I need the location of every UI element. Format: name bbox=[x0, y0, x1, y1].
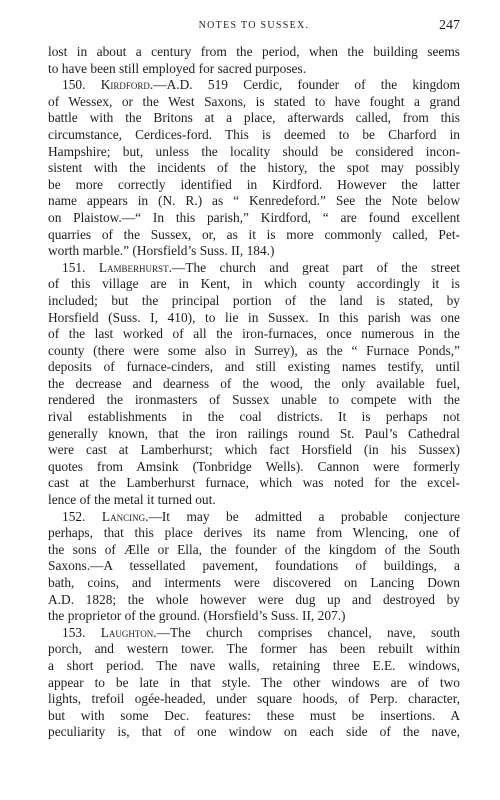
text-line bbox=[48, 227, 460, 244]
text-line bbox=[48, 376, 460, 393]
line-text: lights, trefoil ogée-headed, under square hoods, of Perp. character, bbox=[48, 691, 460, 707]
note-first-line bbox=[48, 509, 460, 526]
text-line bbox=[48, 724, 460, 741]
line-text: —The church and great part of the street bbox=[171, 259, 460, 275]
line-text: a short period. The nave walls, retaining three E.E. windows, bbox=[48, 657, 460, 673]
text-line bbox=[48, 708, 460, 725]
line-text: of the last worked of all the iron-furnaces, once numerous in the bbox=[48, 326, 460, 342]
text-line bbox=[48, 459, 460, 476]
line-text: lost in about a century from the period, when the building seems bbox=[48, 44, 460, 59]
note-number: 150. bbox=[62, 77, 86, 93]
text-line bbox=[48, 160, 460, 177]
text-line bbox=[48, 177, 460, 194]
line-text: Saxons.—A tessellated pavement, foundations of buildings, a bbox=[48, 558, 460, 574]
line-text: —The church comprises chancel, nave, south bbox=[156, 624, 460, 640]
text-line bbox=[48, 675, 460, 692]
text-line bbox=[48, 409, 460, 426]
line-text: deposits of furnace-cinders, and still existing names testify, until bbox=[48, 359, 460, 375]
note-number: 153. bbox=[62, 624, 86, 640]
text-line bbox=[48, 310, 460, 327]
text-line bbox=[48, 127, 460, 144]
line-text: rival establishments in the coal districts. It is perhaps not bbox=[48, 409, 460, 425]
text-line bbox=[48, 359, 460, 376]
note-first-line bbox=[48, 77, 460, 94]
line-text: the sons of Ælle or Ella, the founder of the kingdom of the South bbox=[48, 541, 460, 557]
text-line bbox=[48, 658, 460, 675]
line-text: lence of the metal it turned out. bbox=[48, 492, 216, 508]
note-number: 152. bbox=[62, 508, 86, 524]
text-line bbox=[48, 426, 460, 443]
line-text: rendered the ironmasters of Sussex unable to compete with the bbox=[48, 392, 460, 408]
line-text: A.D. 1828; the whole however were dug up and destroyed by bbox=[48, 591, 460, 607]
text-line bbox=[48, 326, 460, 343]
line-text: —A.D. 519 Cerdic, founder of the kingdom bbox=[153, 77, 460, 93]
line-text: were cast at Lamberhurst; which fact Horsfield (in his Sussex) bbox=[48, 442, 460, 458]
line-text: bath, coins, and interments were discovered on Lancing Down bbox=[48, 575, 460, 590]
line-text: worth marble.” (Horsfield’s Suss. II, 184.) bbox=[48, 243, 275, 259]
body-text bbox=[48, 44, 460, 741]
line-text: quarries of the Sussex, or, as it is more commonly called, Pet- bbox=[48, 226, 460, 242]
line-text: —It may be admitted a probable conjecture bbox=[148, 508, 460, 524]
text-line bbox=[48, 343, 460, 360]
text-line bbox=[48, 193, 460, 210]
line-text: the proprietor of the ground. (Horsfield’s Suss. II, 207.) bbox=[48, 608, 346, 624]
line-text: on Plaistow.—“ In this parish,” Kirdford, “ are found excellent bbox=[48, 209, 460, 225]
text-line bbox=[48, 492, 460, 509]
line-text: name appears in (N. R.) as “ Kenredeford.” See the Note below bbox=[48, 193, 460, 209]
page-number: 247 bbox=[439, 18, 460, 33]
text-line bbox=[48, 210, 460, 227]
note-heading: Laughton. bbox=[100, 624, 157, 640]
text-line bbox=[48, 475, 460, 492]
text-line bbox=[48, 94, 460, 111]
line-text: perhaps, that this place derives its name from Wlencing, one of bbox=[48, 525, 460, 541]
line-text: to have been still employed for sacred purposes. bbox=[48, 60, 307, 76]
line-text: circumstance, Cerdices-ford. This is deemed to be Charford in bbox=[48, 126, 460, 142]
note-first-line bbox=[48, 260, 460, 277]
text-line bbox=[48, 392, 460, 409]
line-text: included; but the principal portion of the land is stated, by bbox=[48, 292, 460, 308]
line-text: generally known, that the iron railings round St. Paul’s Cathedral bbox=[48, 425, 460, 441]
line-text: appear to be late in that style. The other windows are of two bbox=[48, 674, 460, 690]
text-line bbox=[48, 691, 460, 708]
text-line bbox=[48, 442, 460, 459]
line-text: of Wessex, or the West Saxons, is stated to have fought a grand bbox=[48, 93, 460, 109]
note-first-line bbox=[48, 625, 460, 642]
text-line bbox=[48, 575, 460, 592]
text-line bbox=[48, 542, 460, 559]
note-number: 151. bbox=[62, 259, 86, 275]
line-text: sistent with the incidents of the history, the spot may possibly bbox=[48, 160, 460, 176]
note-heading: Kirdford. bbox=[100, 77, 154, 93]
text-line bbox=[48, 44, 460, 61]
line-text: peculiarity is, that of one window on each side of the nave, bbox=[48, 724, 460, 740]
text-line bbox=[48, 276, 460, 293]
text-line bbox=[48, 592, 460, 609]
text-line bbox=[48, 144, 460, 161]
line-text: of this village are in Kent, in which county accordingly it is bbox=[48, 276, 460, 292]
line-text: cast at the Lamberhurst furnace, which was noted for the excel- bbox=[48, 475, 460, 491]
line-text: county (there were some also in Surrey), as the “ Furnace Ponds,” bbox=[48, 342, 460, 358]
text-line bbox=[48, 558, 460, 575]
line-text: battle with the Britons at a place, afterwards called, from this bbox=[48, 110, 460, 126]
text-line bbox=[48, 293, 460, 310]
text-line bbox=[48, 110, 460, 127]
note-heading: Lancing. bbox=[101, 508, 149, 524]
text-line bbox=[48, 525, 460, 542]
line-text: quotes from Amsink (Tonbridge Wells). Cannon were formerly bbox=[48, 458, 460, 474]
text-line bbox=[48, 61, 460, 78]
line-text: Horsfield (Suss. I, 410), to lie in Sussex. In this parish was one bbox=[48, 309, 460, 325]
line-text: the decrease and dearness of the wood, the only available fuel, bbox=[48, 375, 460, 391]
note-heading: Lamberhurst. bbox=[98, 259, 172, 275]
text-line bbox=[48, 641, 460, 658]
line-text: porch, and western tower. The former has been rebuilt within bbox=[48, 641, 460, 657]
line-text: Hampshire; but, unless the locality should be considered incon- bbox=[48, 143, 460, 159]
text-line bbox=[48, 608, 460, 625]
running-title: NOTES TO SUSSEX. bbox=[198, 20, 310, 31]
line-text: be more correctly identified in Kirdford. However the latter bbox=[48, 176, 460, 192]
text-line bbox=[48, 243, 460, 260]
line-text: but with some Dec. features: these must be insertions. A bbox=[48, 707, 460, 723]
running-head bbox=[48, 18, 460, 38]
